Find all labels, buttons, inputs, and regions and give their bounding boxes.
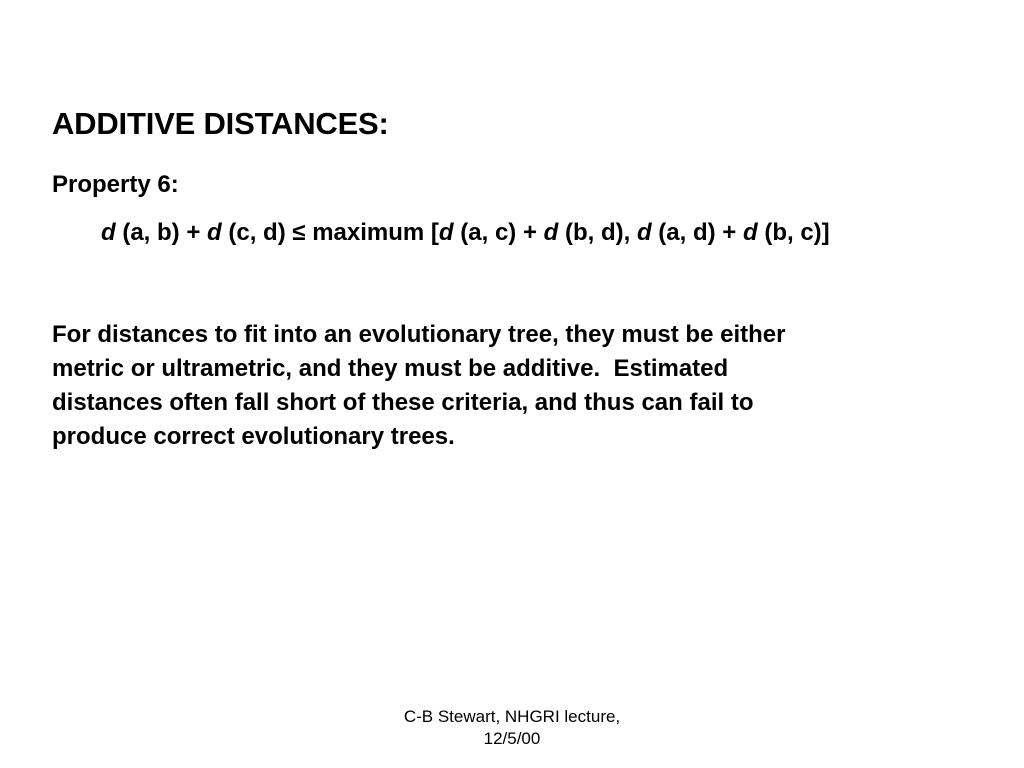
formula-text: (a, d) +: [651, 219, 743, 246]
formula-text: (a, b) +: [115, 219, 208, 246]
footer-author: C-B Stewart, NHGRI lecture,: [403, 707, 621, 726]
paragraph-line: distances often fall short of these criteria, and thus can fail to: [52, 389, 754, 416]
slide-title: ADDITIVE DISTANCES:: [52, 106, 389, 141]
formula-var-d: d: [636, 219, 652, 246]
formula-var-d: d: [543, 219, 559, 246]
paragraph-line: produce correct evolutionary trees.: [52, 423, 455, 450]
formula-var-d: d: [438, 219, 454, 246]
formula-text: (c, d) ≤ maximum [: [221, 219, 439, 246]
formula-var-d: d: [101, 219, 116, 246]
formula: [101, 219, 830, 247]
formula-var-d: d: [743, 219, 758, 246]
formula-text: (b, c)]: [757, 219, 830, 246]
paragraph-line: metric or ultrametric, and they must be additive. Estimated: [52, 355, 729, 382]
formula-text: (b, d),: [558, 219, 637, 246]
footer-date: 12/5/00: [483, 729, 541, 748]
slide-footer: [362, 706, 662, 750]
property-label: Property 6:: [52, 171, 179, 198]
body-paragraph: [52, 318, 952, 454]
formula-text: (a, c) +: [453, 219, 544, 246]
paragraph-line: For distances to fit into an evolutionary tree, they must be either: [52, 321, 786, 348]
formula-var-d: d: [207, 219, 222, 246]
